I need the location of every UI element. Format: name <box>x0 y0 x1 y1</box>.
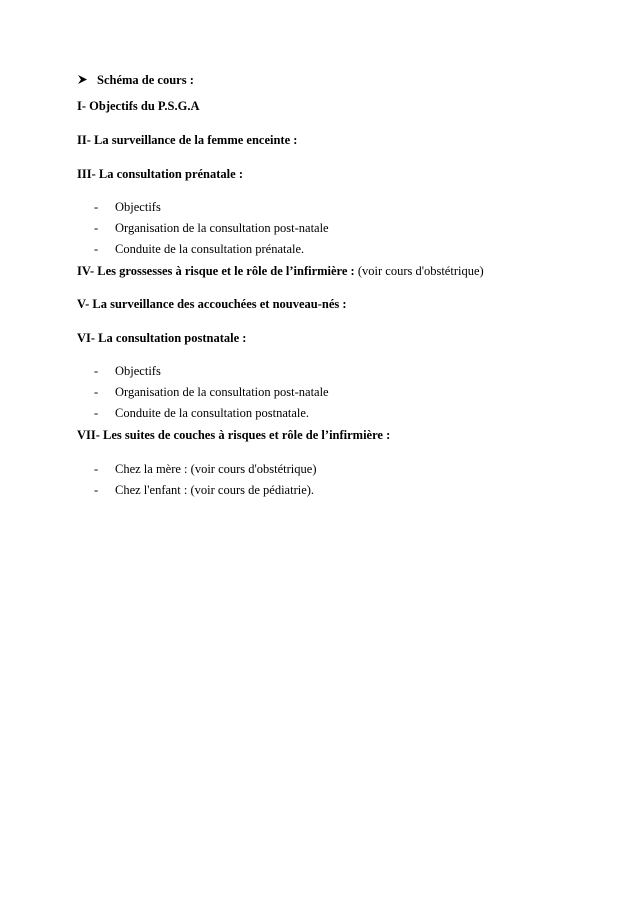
dash-bullet: - <box>94 221 99 235</box>
dash-bullet: - <box>94 364 99 378</box>
list-item: - Organisation de la consultation post-natale <box>94 221 329 235</box>
section-heading-2: II- La surveillance de la femme enceinte : <box>77 133 298 147</box>
dash-bullet: - <box>94 462 99 476</box>
schema-heading <box>77 72 194 88</box>
dash-bullet: - <box>94 385 99 399</box>
list-item: - Chez la mère : (voir cours d'obstétrique) <box>94 462 317 476</box>
dash-bullet: - <box>94 200 99 214</box>
list-item: - Chez l'enfant : (voir cours de pédiatrie). <box>94 483 315 497</box>
arrowhead-bullet-icon <box>77 72 97 88</box>
dash-bullet: - <box>94 242 99 256</box>
list-item: - Organisation de la consultation post-natale <box>94 385 329 399</box>
list-item: - Objectifs <box>94 200 161 214</box>
list-item: - Objectifs <box>94 364 161 378</box>
list-item: - Conduite de la consultation prénatale. <box>94 242 305 256</box>
dash-bullet: - <box>94 483 99 497</box>
dash-bullet: - <box>94 406 99 420</box>
schema-label: Schéma de cours : <box>97 73 194 87</box>
section-heading-4: IV- Les grossesses à risque et le rôle de l’infirmière : (voir cours d'obstétrique) <box>77 264 484 278</box>
list-item: - Conduite de la consultation postnatale. <box>94 406 310 420</box>
section-heading-1: I- Objectifs du P.S.G.A <box>77 99 200 113</box>
section-heading-6: VI- La consultation postnatale : <box>77 331 247 345</box>
section-note: (voir cours d'obstétrique) <box>357 264 484 278</box>
section-heading-5: V- La surveillance des accouchées et nouveau-nés : <box>77 297 347 311</box>
section-heading-3: III- La consultation prénatale : <box>77 167 243 181</box>
section-heading-7: VII- Les suites de couches à risques et rôle de l’infirmière : <box>77 428 391 442</box>
